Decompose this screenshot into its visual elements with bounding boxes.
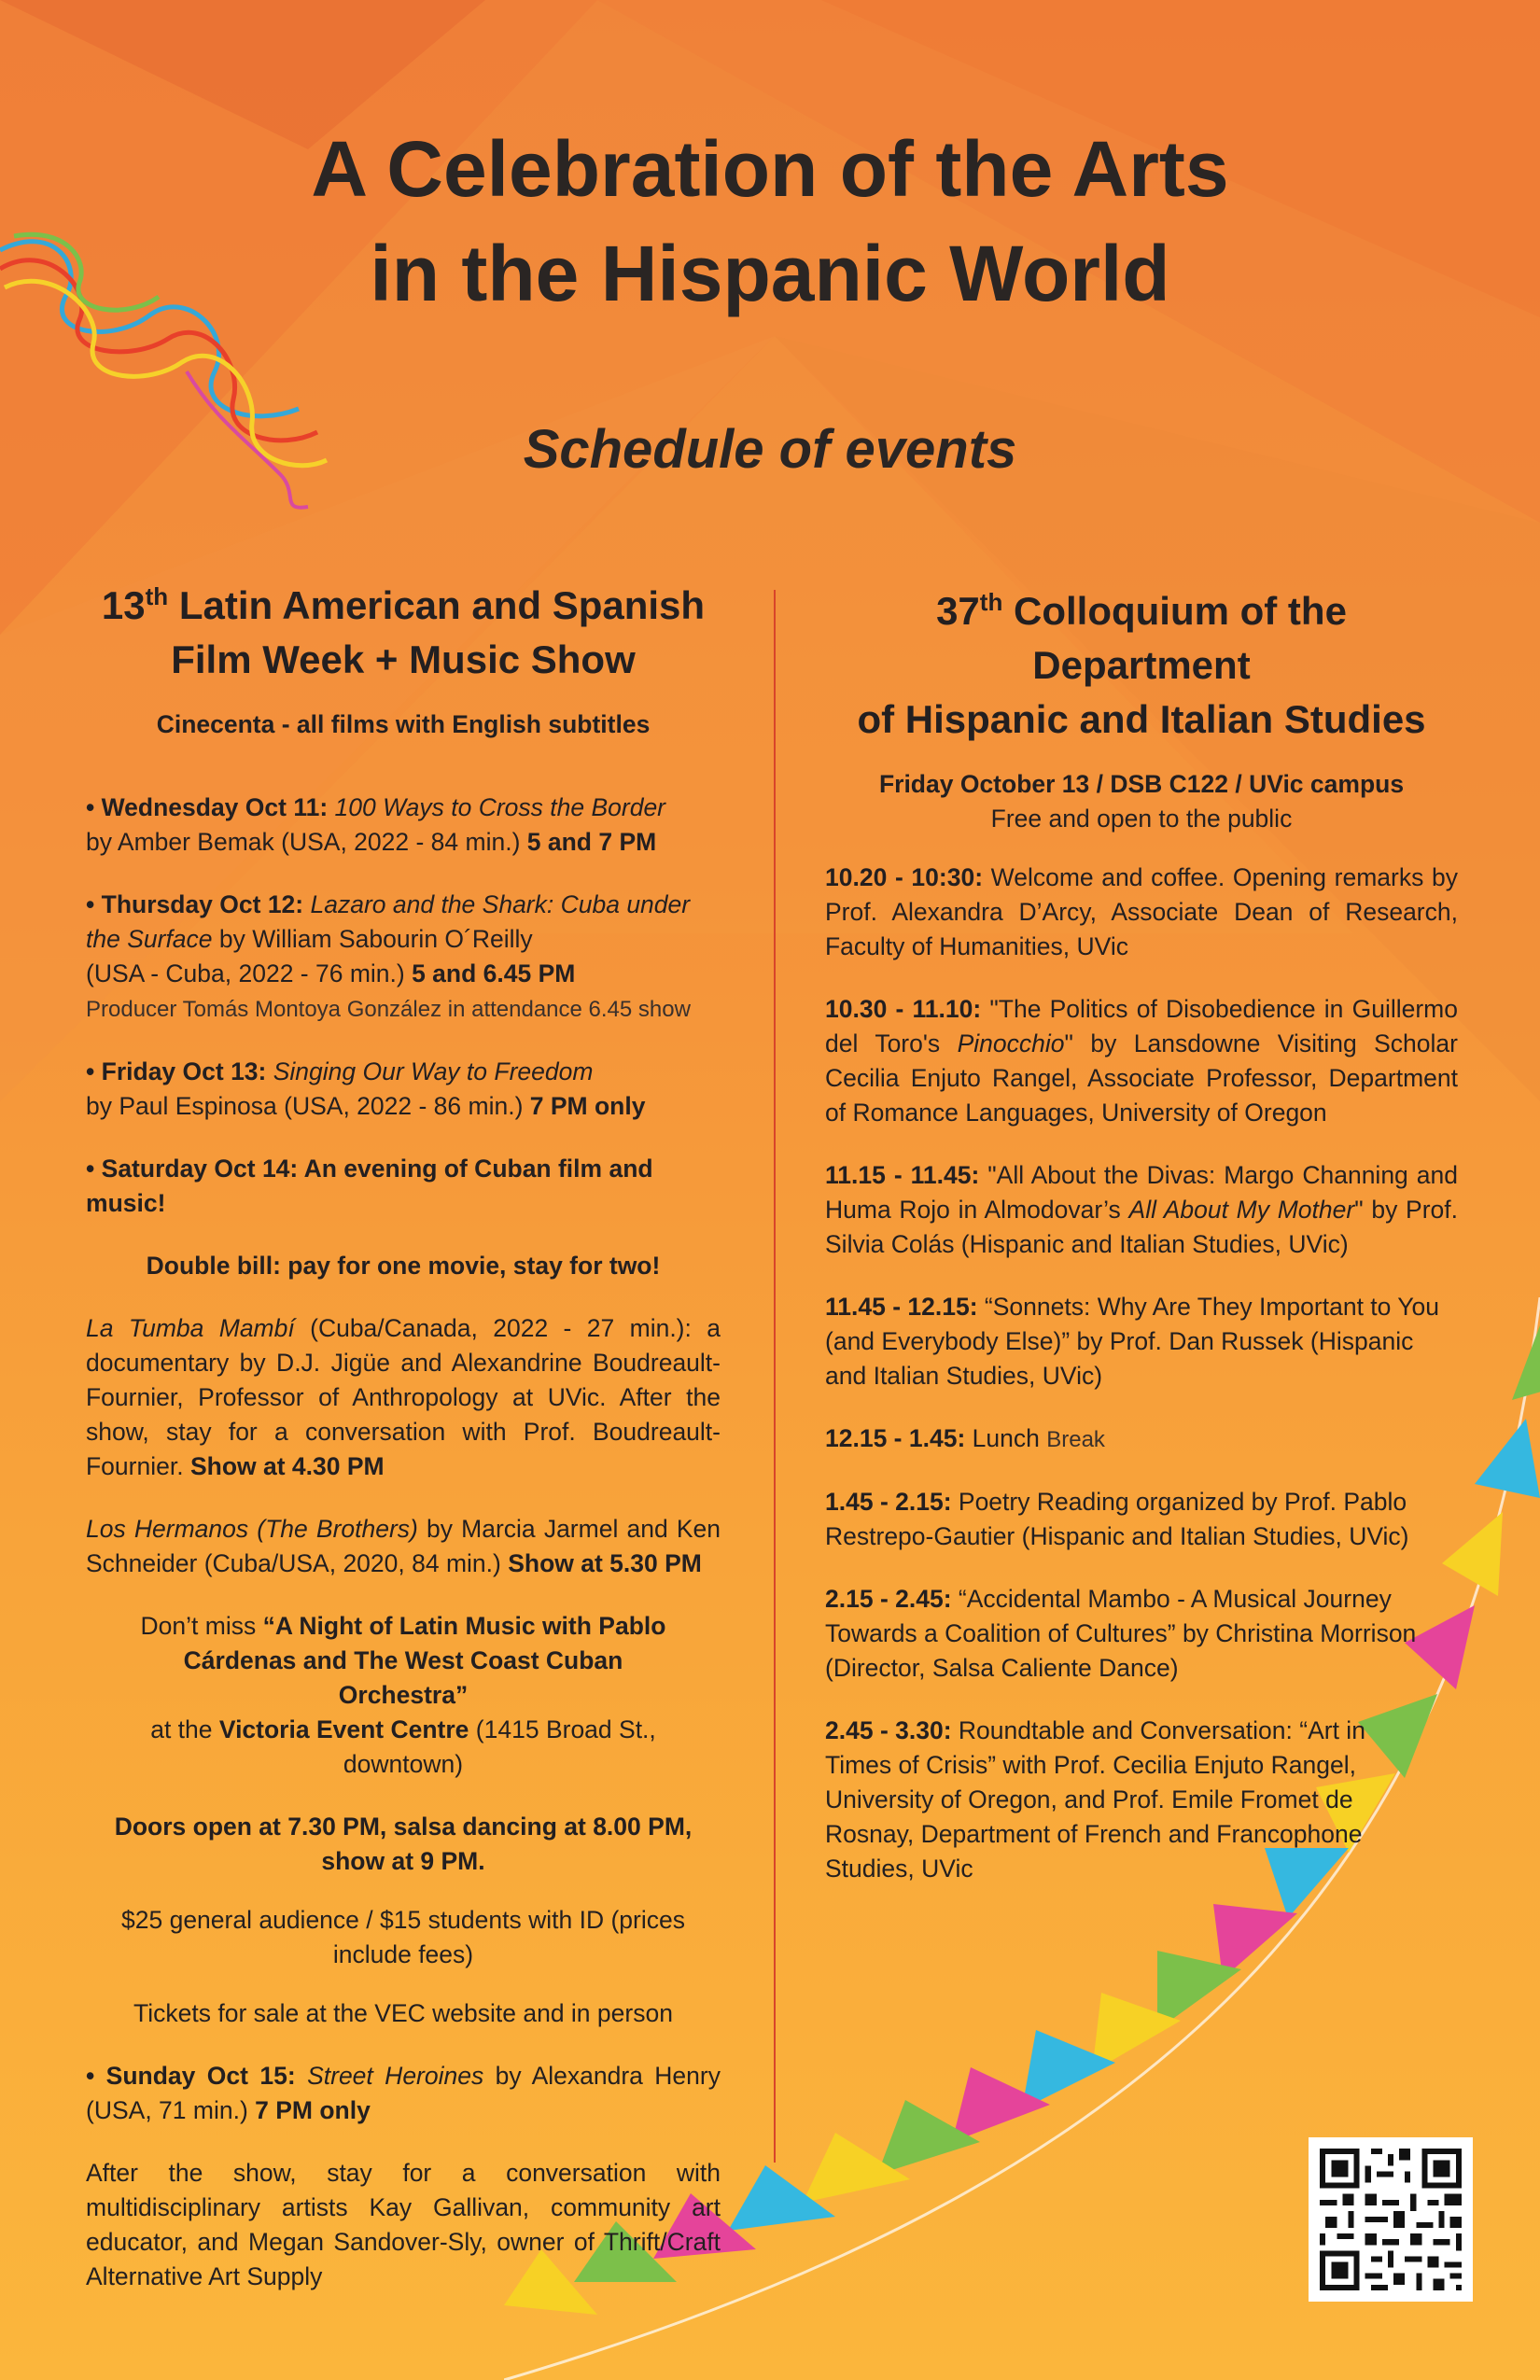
show-time: 5 and 7 PM bbox=[526, 828, 657, 856]
session-description: "The Politics of Disobedience in Guillermo del Toro's bbox=[825, 995, 1458, 1057]
session-description: "All About the Divas: Margo Channing and Huma Rojo in Almodovar’s bbox=[825, 1161, 1458, 1224]
session-description: Poetry Reading organized by Prof. Pablo Restrepo-Gautier (Hispanic and Italian Studies, UVic) bbox=[825, 1488, 1409, 1550]
ticket-sales: Tickets for sale at the VEC website and in person bbox=[133, 1999, 673, 2027]
session-break-label: Break bbox=[1046, 1427, 1105, 1452]
session-7 bbox=[825, 1582, 1458, 1686]
venue-address: (1415 Broad St., downtown) bbox=[343, 1715, 656, 1778]
film-description: (Cuba/Canada, 2022 - 27 min.): a documentary by D.J. Jigüe and Alexandrine Boudreault-Fournier, Professor of Anthropology at UVic. After the show, stay for a conversation with Prof. Boudreault-Fournier. bbox=[86, 1314, 721, 1480]
film-week-intro: Cinecenta - all films with English subtitles bbox=[156, 710, 651, 738]
session-3 bbox=[825, 1158, 1458, 1262]
film-details: (USA - Cuba, 2022 - 76 min.) bbox=[86, 959, 413, 987]
announcement-lead: Don’t miss bbox=[140, 1612, 263, 1640]
colloquium-when: Friday October 13 / DSB C122 / UVic campus bbox=[878, 770, 1405, 798]
film-title: Lazaro and the Shark: Cuba under bbox=[310, 890, 691, 918]
film-title: Street Heroines bbox=[307, 2062, 484, 2090]
film-title-cont: the Surface bbox=[86, 925, 213, 953]
event-day: • Thursday Oct 12: bbox=[86, 890, 311, 918]
session-description: Lunch bbox=[965, 1424, 1047, 1452]
show-time: Show at 5.30 PM bbox=[508, 1549, 702, 1577]
session-description: “Sonnets: Why Are They Important to You (and Everybody Else)” by Prof. Dan Russek (Hispanic and Italian Studies, UVic) bbox=[825, 1293, 1440, 1390]
film-title: La Tumba Mambí bbox=[86, 1314, 295, 1342]
colloquium-free: Free and open to the public bbox=[990, 805, 1293, 833]
qr-code[interactable] bbox=[1309, 2137, 1473, 2302]
heading-line-2: Film Week + Music Show bbox=[171, 637, 636, 681]
film-details: by Alexandra Henry (USA, 71 min.) bbox=[86, 2062, 721, 2124]
film-director: by William Sabourin O´Reilly bbox=[212, 925, 533, 953]
film-tumba-mambi bbox=[86, 1311, 721, 1484]
film-title: Singing Our Way to Freedom bbox=[273, 1057, 594, 1085]
heading-superscript: th bbox=[979, 588, 1003, 616]
film-los-hermanos bbox=[86, 1512, 721, 1581]
film-details: by Amber Bemak (USA, 2022 - 84 min.) bbox=[86, 828, 527, 856]
session-4 bbox=[825, 1290, 1458, 1393]
session-work-title: All About My Mother bbox=[1128, 1196, 1355, 1224]
session-time: 12.15 - 1.45: bbox=[825, 1424, 966, 1452]
session-work-title: Pinocchio bbox=[957, 1029, 1065, 1057]
producer-note: Producer Tomás Montoya González in attendance 6.45 show bbox=[86, 997, 691, 1022]
session-time: 1.45 - 2.15: bbox=[825, 1488, 952, 1516]
session-time: 11.15 - 11.45: bbox=[825, 1161, 980, 1189]
ticket-prices: $25 general audience / $15 students with ID (prices include fees) bbox=[121, 1906, 685, 1968]
event-day: • Wednesday Oct 11: bbox=[86, 793, 335, 821]
film-week-heading bbox=[86, 579, 721, 687]
event-sunday bbox=[86, 2059, 721, 2128]
heading-text: Colloquium of the Department bbox=[1002, 589, 1347, 687]
session-time: 10.20 - 10:30: bbox=[825, 863, 984, 891]
event-thursday bbox=[86, 888, 721, 1027]
show-time: 7 PM only bbox=[255, 2096, 371, 2124]
poster-title bbox=[0, 117, 1540, 326]
session-description: Roundtable and Conversation: “Art in Times of Crisis” with Prof. Cecilia Enjuto Rangel, University of Oregon, and Prof. Emile Fromet de Rosnay, Department of French and Francophone Studies, UVic bbox=[825, 1716, 1365, 1883]
film-details: by Paul Espinosa (USA, 2022 - 86 min.) bbox=[86, 1092, 530, 1120]
film-description: by Marcia Jarmel and Ken Schneider (Cuba/USA, 2020, 84 min.) bbox=[86, 1515, 721, 1577]
title-line-1: A Celebration of the Arts bbox=[311, 125, 1229, 213]
session-time: 2.15 - 2.45: bbox=[825, 1585, 952, 1613]
session-time: 2.45 - 3.30: bbox=[825, 1716, 952, 1744]
closing-conversation: After the show, stay for a conversation with multidisciplinary artists Kay Gallivan, community art educator, and Megan Sandover-Sly, owner of Thrift/Craft Alternative Art Supply bbox=[86, 2159, 721, 2290]
heading-line-2: of Hispanic and Italian Studies bbox=[857, 697, 1426, 741]
event-saturday: • Saturday Oct 14: An evening of Cuban film and music! bbox=[86, 1155, 653, 1217]
column-divider bbox=[774, 590, 776, 2163]
session-description: “Accidental Mambo - A Musical Journey Towards a Coalition of Cultures” by Christina Morrison (Director, Salsa Caliente Dance) bbox=[825, 1585, 1417, 1682]
heading-superscript: th bbox=[145, 582, 169, 610]
session-2 bbox=[825, 992, 1458, 1130]
show-time: Show at 4.30 PM bbox=[189, 1452, 385, 1480]
session-description: Welcome and coffee. Opening remarks by Prof. Alexandra D’Arcy, Associate Dean of Research, Faculty of Humanities, UVic bbox=[825, 863, 1458, 960]
venue-name: Victoria Event Centre bbox=[218, 1715, 469, 1743]
session-6 bbox=[825, 1485, 1458, 1554]
concert-title: “A Night of Latin Music with Pablo Cárdenas and The West Coast Cuban Orchestra” bbox=[183, 1612, 666, 1709]
colloquium-heading bbox=[825, 584, 1458, 747]
session-time: 10.30 - 11.10: bbox=[825, 995, 982, 1023]
event-day: • Sunday Oct 15: bbox=[86, 2062, 308, 2090]
film-title: 100 Ways to Cross the Border bbox=[334, 793, 666, 821]
session-time: 11.45 - 12.15: bbox=[825, 1293, 978, 1321]
music-night-announcement bbox=[86, 1609, 721, 1782]
double-bill-note: Double bill: pay for one movie, stay for two! bbox=[146, 1252, 661, 1280]
title-line-2: in the Hispanic World bbox=[370, 230, 1170, 317]
heading-number: 37 bbox=[936, 589, 980, 633]
poster-subtitle: Schedule of events bbox=[523, 419, 1017, 480]
qr-code-icon bbox=[1309, 2137, 1473, 2302]
heading-text: Latin American and Spanish bbox=[168, 583, 706, 627]
session-5 bbox=[825, 1421, 1458, 1457]
colloquium-column bbox=[825, 584, 1458, 1886]
film-title: Los Hermanos (The Brothers) bbox=[86, 1515, 418, 1543]
event-day: • Friday Oct 13: bbox=[86, 1057, 273, 1085]
venue-lead: at the bbox=[150, 1715, 219, 1743]
heading-number: 13 bbox=[101, 583, 146, 627]
event-wednesday bbox=[86, 791, 721, 860]
doors-info: Doors open at 7.30 PM, salsa dancing at 8.00 PM, show at 9 PM. bbox=[114, 1813, 693, 1875]
event-friday bbox=[86, 1055, 721, 1124]
session-8 bbox=[825, 1714, 1458, 1886]
session-1 bbox=[825, 861, 1458, 964]
show-time: 7 PM only bbox=[529, 1092, 646, 1120]
show-time: 5 and 6.45 PM bbox=[412, 959, 576, 987]
film-week-column bbox=[86, 579, 721, 2294]
session-description-cont: " by Lansdowne Visiting Scholar Cecilia Enjuto Rangel, Associate Professor, Department of Romance Languages, University of Oregon bbox=[825, 1029, 1458, 1127]
session-description-cont: " by Prof. Silvia Colás (Hispanic and Italian Studies, UVic) bbox=[825, 1196, 1458, 1258]
